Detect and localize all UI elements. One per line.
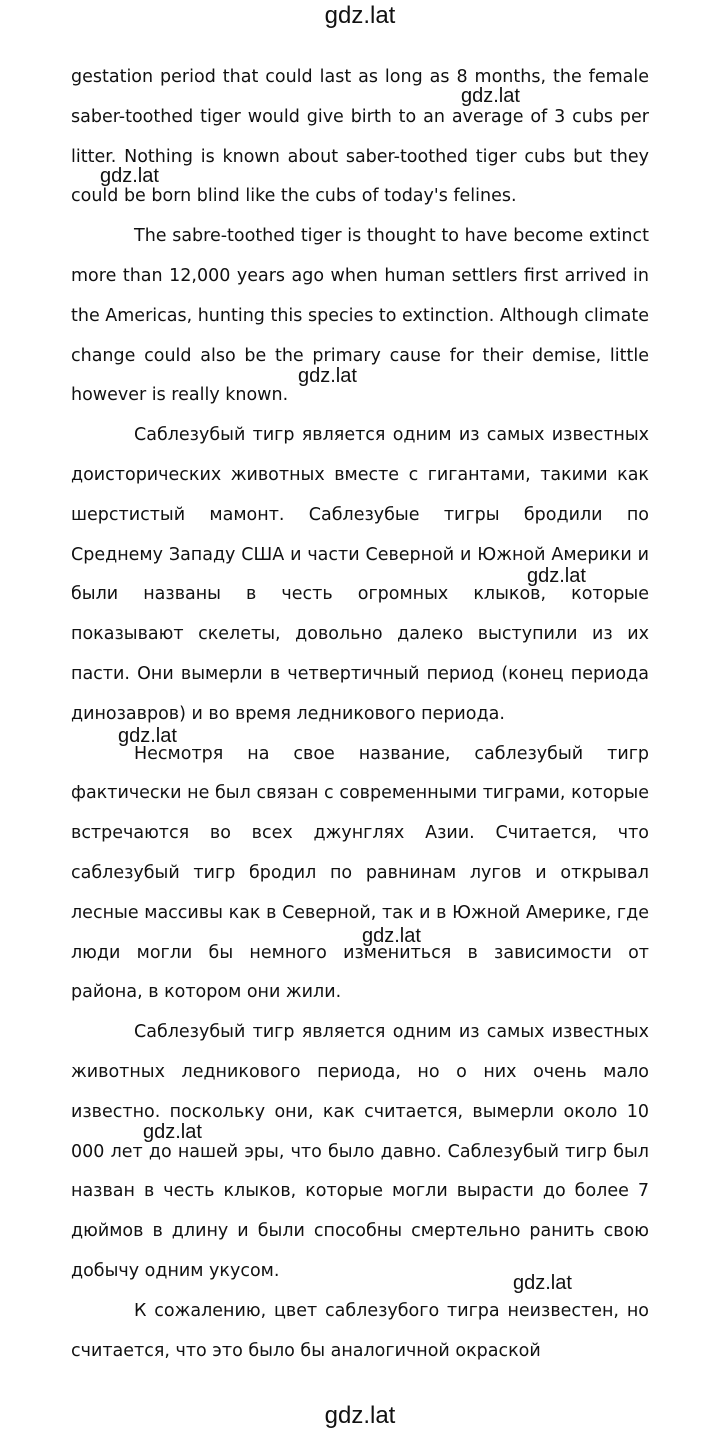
paragraph-6: К сожалению, цвет саблезубого тигра неизвестен, но считается, что это было бы аналогичной окраской — [71, 1300, 649, 1361]
paragraph-5: Саблезубый тигр является одним из самых известных животных ледникового периода, но о них очень мало известно. поскольку они, как считается, вымерли около 10 000 лет до нашей эры, что было давно. Саблезубый тигр был назван в честь клыков, которые могли вырасти до более 7 дюймов в длину и были способны смертельно ранить свою добычу одним укусом. — [71, 1022, 649, 1281]
paragraph-2: The sabre-toothed tiger is thought to have become extinct more than 12,000 years ago when human settlers first arrived in the Americas, hunting this species to extinction. Although climate change could also be the primary cause for their demise, little however is really known. — [71, 226, 650, 406]
watermark-3: gdz.lat — [298, 365, 357, 387]
watermark-1: gdz.lat — [461, 85, 520, 107]
paragraph-3: Саблезубый тигр является одним из самых известных доисторических животных вместе с гигантами, такими как шерстистый мамонт. Саблезубые тигры бродили по Среднему Западу США и части Северной и Южной Америки и были названы в честь огромных клыков, которые показывают скелеты, довольно далеко выступили из их пасти. Они вымерли в четвертичный период (конец периода динозавров) и во время ледникового периода. — [71, 425, 649, 724]
watermark-8: gdz.lat — [513, 1272, 572, 1294]
body-text — [71, 58, 649, 1371]
footer-watermark: gdz.lat — [324, 1402, 396, 1429]
watermark-2: gdz.lat — [100, 165, 159, 187]
watermark-5: gdz.lat — [118, 725, 177, 747]
paragraph-4: Несмотря на свое название, саблезубый тигр фактически не был связан с современными тиграми, которые встречаются во всех джунглях Азии. Считается, что саблезубый тигр бродил по равнинам лугов и открывал лесные массивы как в Северной, так и в Южной Америке, где люди могли бы немного измениться в зависимости от района, в котором они жили. — [71, 743, 649, 1003]
header-watermark: gdz.lat — [324, 2, 396, 29]
watermark-6: gdz.lat — [362, 925, 421, 947]
paragraph-1: gestation period that could last as long as 8 months, the female saber-toothed tiger would give birth to an average of 3 cubs per litter. Nothing is known about saber-toothed tiger cubs but they could be born blind like the cubs of today's felines. — [71, 67, 649, 207]
watermark-4: gdz.lat — [527, 565, 586, 587]
watermark-7: gdz.lat — [143, 1121, 202, 1143]
